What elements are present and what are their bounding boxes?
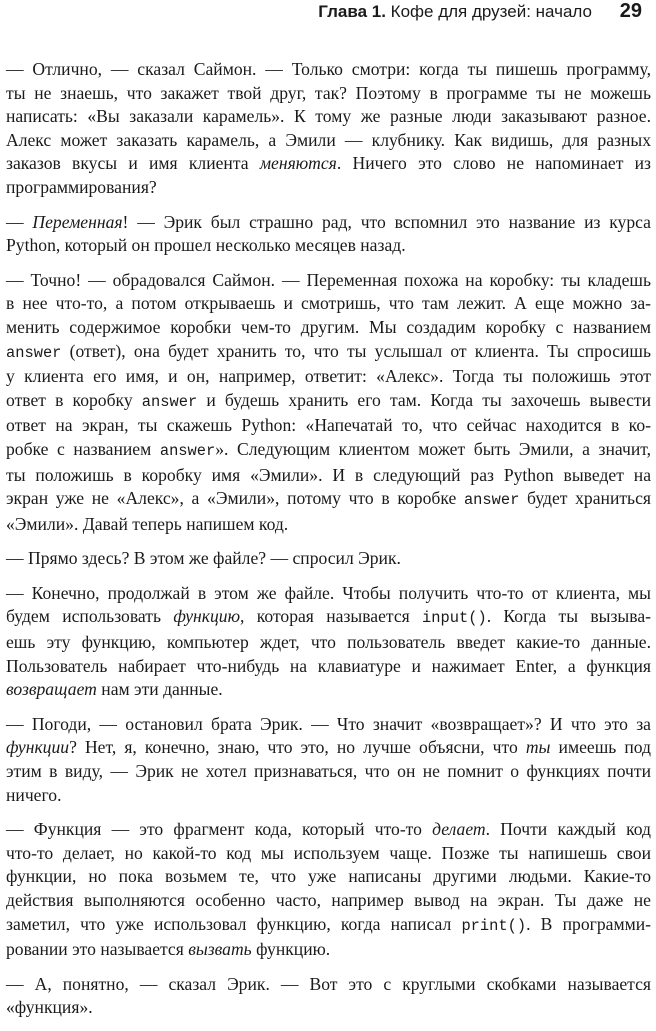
emphasis-text: меняются: [259, 153, 337, 174]
text-line: [6, 82, 651, 106]
text-line: [6, 865, 651, 889]
text-run: ». Следующим клиентом может быть Эмили, а значит,: [215, 438, 651, 459]
text-line: [6, 414, 651, 438]
chapter-label: Глава 1.: [318, 2, 386, 21]
paragraph: [6, 582, 651, 702]
text-run: «Эмили». Давай теперь напишем код.: [6, 513, 289, 534]
text-run: . Ничего это слово не напоминает из: [336, 153, 652, 174]
text-line: [6, 389, 651, 415]
paragraph: [6, 713, 651, 807]
paragraph: [6, 818, 651, 962]
text-line: [6, 316, 651, 340]
text-line: [6, 176, 651, 200]
text-run: «функция».: [6, 997, 93, 1018]
text-line: [6, 760, 651, 784]
text-run: нам эти данные.: [96, 679, 223, 700]
text-run: Пользователь набирает что-нибудь на клавиатуре и нажимает Enter, а функция: [6, 655, 651, 676]
text-line: [6, 438, 651, 464]
text-line: [6, 105, 651, 129]
text-run: робке с названием: [6, 438, 160, 459]
text-line: [6, 913, 651, 939]
text-run: — Погоди, — остановил брата Эрик. — Что значит «возвращает»? И что это за: [6, 713, 651, 734]
text-line: [6, 234, 651, 258]
text-line: [6, 292, 651, 316]
text-run: программирования?: [6, 176, 157, 197]
emphasis-text: делает: [432, 819, 486, 840]
text-line: [6, 487, 651, 513]
text-run: будет храниться: [519, 488, 651, 509]
text-run: функции, но пока возьмем те, что уже написаны другими людьми. Какие-то: [6, 866, 651, 887]
code-snippet: answer: [159, 441, 216, 460]
text-run: — Конечно, продолжай в этом же файле. Чтобы получить что-то от клиента, мы: [6, 582, 651, 603]
text-line: [6, 340, 651, 366]
text-line: [6, 464, 651, 488]
text-run: менить содержимое коробки чем-то другим. Мы создадим коробку с названием: [6, 316, 651, 337]
text-run: что-то делает, но какой-то код мы используем чаще. Позже ты напишешь свои: [6, 842, 651, 863]
text-line: [6, 889, 651, 913]
text-line: [6, 678, 651, 702]
text-run: этим в виду, — Эрик не хотел признаваться, что он не помнит о функциях почти: [6, 761, 651, 782]
chapter-heading: [318, 2, 592, 22]
text-line: [6, 996, 651, 1020]
text-run: в нее что-то, а потом открываешь и смотришь, что там лежит. А еще можно за-: [6, 293, 651, 314]
text-run: ты не знаешь, что закажет твой друг, так? Поэтому в программе ты не можешь: [6, 82, 651, 103]
text-run: ничего.: [6, 784, 62, 805]
text-line: [6, 58, 651, 82]
text-run: —: [6, 211, 33, 232]
text-run: ты положишь в коробку имя «Эмили». И в следующий раз Python выведет на: [6, 464, 651, 485]
paragraph: [6, 547, 651, 571]
text-line: [6, 938, 651, 962]
text-run: . Когда ты вызыва-: [486, 606, 651, 627]
text-run: . Почти каждый код: [485, 819, 651, 840]
text-run: заказов вкусы и имя клиента: [6, 153, 260, 174]
text-run: ответ на экран, ты скажешь Python: «Напечатай то, что сейчас находится в ко-: [6, 415, 651, 436]
emphasis-text: вызвать: [188, 939, 252, 960]
text-line: [6, 713, 651, 737]
text-run: у клиента его имя, и он, например, ответит: «Алекс». Тогда ты положишь этот: [6, 366, 651, 387]
text-run: , которая называется: [240, 606, 423, 627]
running-head: [0, 0, 656, 28]
code-snippet: print(): [461, 916, 527, 935]
text-line: [6, 655, 651, 679]
paragraph: [6, 211, 651, 258]
text-line: [6, 842, 651, 866]
text-run: ! — Эрик был страшно рад, что вспомнил это название из курса: [122, 211, 651, 232]
text-run: будем использовать: [6, 606, 174, 627]
text-run: действия выполняются особенно часто, например вывод на экран. Ты даже не: [6, 890, 651, 910]
emphasis-text: ты: [525, 737, 551, 758]
paragraph: [6, 973, 651, 1020]
text-run: заметил, что уже использовал функцию, когда написал: [6, 913, 462, 934]
text-line: [6, 211, 651, 235]
text-run: Алекс может заказать карамель, а Эмили — клубнику. Как видишь, для разных: [6, 129, 651, 150]
code-snippet: input(): [422, 609, 487, 628]
text-run: — Отлично, — сказал Саймон. — Только смотри: когда ты пишешь программу,: [6, 59, 651, 79]
text-line: [6, 973, 651, 997]
text-run: написать: «Вы заказали карамель». К тому же разные люди заказывают разное.: [6, 106, 651, 127]
text-run: и будешь хранить его там. Когда ты захочешь вывести: [197, 389, 651, 410]
text-run: Python, который он прошел несколько месяцев назад.: [6, 235, 406, 256]
text-run: — Функция — это фрагмент кода, который что-то: [6, 819, 433, 840]
code-snippet: answer: [6, 343, 62, 362]
text-run: — Точно! — обрадовался Саймон. — Переменная похожа на коробку: ты кладешь: [6, 269, 651, 290]
text-line: [6, 784, 651, 808]
text-run: . В программи-: [526, 913, 651, 934]
text-run: функцию.: [251, 939, 331, 960]
emphasis-text: функцию: [173, 606, 240, 627]
text-line: [6, 818, 651, 842]
page-number: 29: [619, 0, 642, 22]
text-line: [6, 513, 651, 537]
text-run: ? Нет, я, конечно, знаю, что это, но лучше объясни, что: [69, 737, 526, 758]
paragraph: [6, 269, 651, 537]
text-line: [6, 736, 651, 760]
emphasis-text: функции: [6, 737, 70, 758]
text-run: ровании это называется: [6, 939, 189, 960]
chapter-title: Кофе для друзей: начало: [390, 2, 592, 21]
body-text: [6, 58, 651, 1031]
emphasis-text: Переменная: [32, 211, 123, 232]
text-line: [6, 152, 651, 176]
emphasis-text: возвращает: [6, 679, 97, 700]
text-run: — А, понятно, — сказал Эрик. — Вот это с круглыми скобками называется: [6, 973, 651, 994]
text-line: [6, 547, 651, 571]
text-line: [6, 631, 651, 655]
text-run: — Прямо здесь? В этом же файле? — спросил Эрик.: [6, 548, 401, 569]
text-line: [6, 365, 651, 389]
text-line: [6, 605, 651, 631]
paragraph: [6, 58, 651, 200]
code-snippet: answer: [463, 491, 520, 510]
text-run: ешь эту функцию, компьютер ждет, что пользователь введет какие-то данные.: [6, 632, 651, 653]
text-line: [6, 129, 651, 153]
text-run: ответ в коробку: [6, 389, 142, 410]
text-line: [6, 269, 651, 293]
text-line: [6, 582, 651, 606]
text-run: экран уже не «Алекс», а «Эмили», потому что в коробке: [6, 488, 464, 509]
text-run: (ответ), она будет хранить то, что ты услышал от клиента. Ты спросишь: [61, 340, 651, 361]
code-snippet: answer: [141, 392, 198, 411]
text-run: имеешь под: [550, 737, 651, 758]
